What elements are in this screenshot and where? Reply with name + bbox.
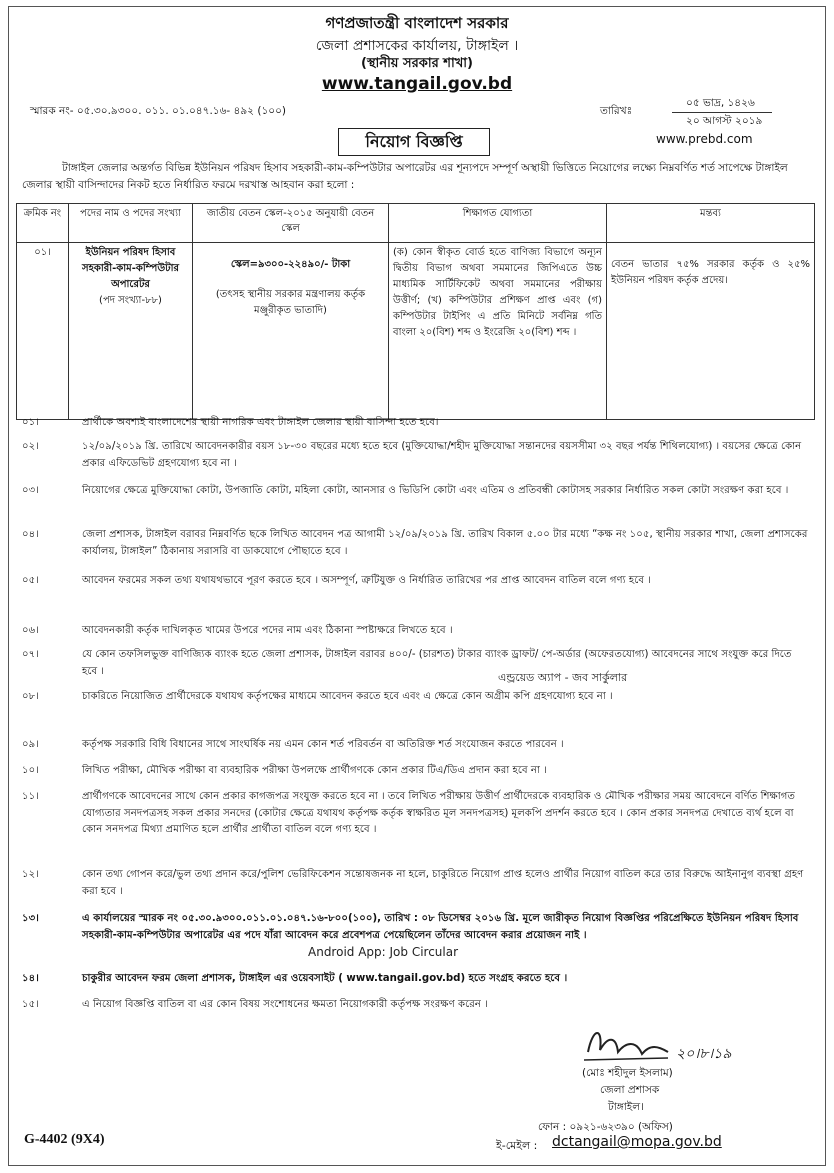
office-phone: ফোন : ০৯২১-৬২৩৯০ (অফিস) bbox=[538, 1121, 673, 1133]
footer-code: G-4402 (9X4) bbox=[24, 1132, 105, 1147]
post-name: ইউনিয়ন পরিষদ হিসাব সহকারী-কাম-কম্পিউটার অপারেটর bbox=[82, 247, 179, 290]
memo-reference: স্মারক নং- ০৫.৩০.৯৩০০. ০১১. ০১.০৪৭.১৬- ৪৯২ (১০০) bbox=[30, 105, 287, 117]
signatory-name: (মোঃ শহীদুল ইসলাম) bbox=[582, 1067, 673, 1079]
col-qualification: শিক্ষাগত যোগ্যতা bbox=[389, 204, 607, 243]
col-serial: ক্রমিক নং bbox=[17, 204, 69, 243]
office-title: জেলা প্রশাসকের কার্যালয়, টাঙ্গাইল । bbox=[315, 38, 519, 54]
signature-date: ২০।৮।১৯ bbox=[676, 1046, 732, 1062]
date-label: তারিখঃ bbox=[600, 105, 633, 117]
watermark-android-en: Android App: Job Circular bbox=[308, 945, 459, 959]
date-bangla: ০৫ ভাদ্র, ১৪২৬ bbox=[686, 97, 755, 109]
col-remarks: মন্তব্য bbox=[607, 204, 815, 243]
col-scale: জাতীয় বেতন স্কেল-২০১৫ অনুযায়ী বেতন স্কেল bbox=[193, 204, 389, 243]
cell-remarks: বেতন ভাতার ৭৫% সরকার কর্তৃক ও ২৫% ইউনিয়ন পরিষদ কর্তৃক প্রদেয়। bbox=[607, 243, 815, 420]
govt-title: গণপ্রজাতন্ত্রী বাংলাদেশ সরকার bbox=[325, 14, 509, 32]
website-link[interactable]: www.tangail.gov.bd bbox=[321, 74, 513, 94]
post-table bbox=[16, 203, 815, 420]
signatory-place: টাঙ্গাইল। bbox=[608, 1101, 644, 1113]
email-label: ই-মেইল : bbox=[496, 1139, 538, 1152]
cell-scale bbox=[193, 243, 389, 420]
cell-qualification: (ক) কোন স্বীকৃত বোর্ড হতে বাণিজ্য বিভাগে অন্যূন দ্বিতীয় বিভাগ অথবা সমমানের জিপিএতে উচ্চ মাধ্যমিক সার্টিফিকেট অথবা সমমানের পরীক্ষায় উত্তীর্ণ; (খ) কম্পিউটার প্রশিক্ষণ প্রাপ্ত এবং (গ) কম্পিউটার টাইপিং এ প্রতি মিনিটে সর্বনিম্ন গতি বাংলা ২০(বিশ) শব্দ ও ইংরেজি ২০(বিশ) শব্দ । bbox=[389, 243, 607, 420]
signatory-designation: জেলা প্রশাসক bbox=[600, 1084, 660, 1096]
intro-paragraph: টাঙ্গাইল জেলার অন্তর্গত বিভিন্ন ইউনিয়ন পরিষদ হিসাব সহকারী-কাম-কম্পিউটার অপারেটর এর শূন্যপদে সম্পূর্ণ অস্থায়ী ভিত্তিতে নিয়োগের লক্ষ্যে নিম্নবর্ণিত শর্ত সাপেক্ষে টাঙ্গাইল জেলার স্থায়ী বাসিন্দাদের নিকট হতে নির্ধারিত ফরমে দরখাস্ত আহবান করা হলো : bbox=[22, 162, 788, 191]
date-english: ২০ আগস্ট ২০১৯ bbox=[686, 115, 763, 127]
notice-title: নিয়োগ বিজ্ঞপ্তি bbox=[338, 128, 490, 156]
pay-scale: স্কেল=৯৩০০-২২৪৯০/- টাকা bbox=[230, 259, 351, 270]
date-divider bbox=[672, 112, 772, 113]
watermark-android-bn: এন্ড্রয়েড অ্যাপ - জব সার্কুলার bbox=[498, 671, 628, 684]
col-post: পদের নাম ও পদের সংখ্যা bbox=[69, 204, 193, 243]
post-count: (পদ সংখ্যা-৮৮) bbox=[99, 295, 162, 306]
cell-serial: ০১। bbox=[17, 243, 69, 420]
branch-title: (স্থানীয় সরকার শাখা) bbox=[361, 56, 473, 71]
table-row bbox=[17, 243, 815, 420]
cell-post bbox=[69, 243, 193, 420]
email-link[interactable]: dctangail@mopa.gov.bd bbox=[552, 1134, 722, 1150]
watermark-prebd: www.prebd.com bbox=[656, 132, 753, 146]
pay-scale-note: (তৎসহ স্থানীয় সরকার মন্ত্রণালয় কর্তৃক মঞ্জুরীকৃত ভাতাদি) bbox=[215, 289, 366, 316]
